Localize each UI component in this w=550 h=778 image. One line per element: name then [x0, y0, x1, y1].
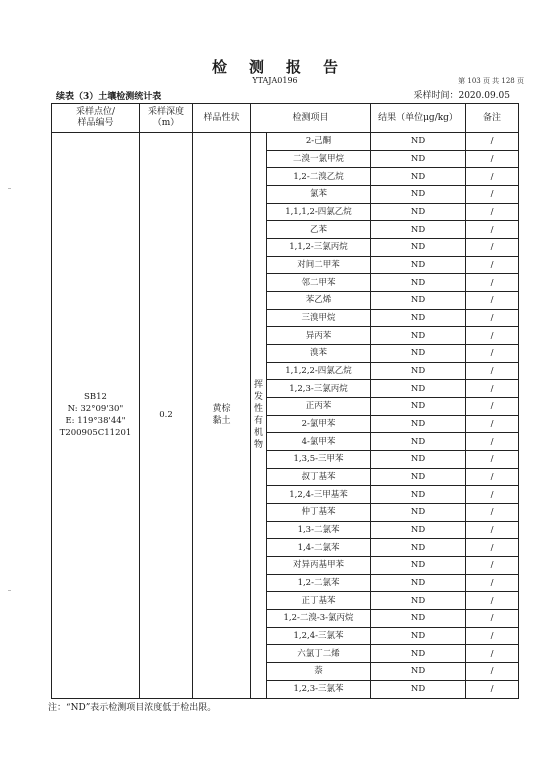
sampling-time: 采样时间：2020.09.05	[413, 91, 510, 101]
test-result: ND	[371, 486, 466, 504]
test-result: ND	[371, 274, 466, 292]
test-result: ND	[371, 150, 466, 168]
header-result: 结果（单位μg/kg）	[371, 104, 466, 133]
test-remark: /	[466, 362, 519, 380]
test-item: 1,2-二氯苯	[267, 574, 371, 592]
sample-id: T200905C11201	[59, 428, 132, 439]
test-result: ND	[371, 645, 466, 663]
test-item: 1,3-二氯苯	[267, 521, 371, 539]
header-remark: 备注	[466, 104, 519, 133]
test-remark: /	[466, 663, 519, 681]
test-result: ND	[371, 221, 466, 239]
test-result: ND	[371, 521, 466, 539]
header-item: 检测项目	[251, 104, 371, 133]
test-result: ND	[371, 680, 466, 698]
test-result: ND	[371, 133, 466, 151]
test-item: 1,2,3-三氯苯	[267, 680, 371, 698]
test-item: 对间二甲苯	[267, 256, 371, 274]
test-remark: /	[466, 168, 519, 186]
test-item: 正丙苯	[267, 398, 371, 416]
test-result: ND	[371, 468, 466, 486]
test-result: ND	[371, 309, 466, 327]
test-remark: /	[466, 398, 519, 416]
test-item: 4-氯甲苯	[267, 433, 371, 451]
test-result: ND	[371, 592, 466, 610]
test-result: ND	[371, 256, 466, 274]
test-remark: /	[466, 610, 519, 628]
test-item: 1,2,4-三甲基苯	[267, 486, 371, 504]
test-item: 二溴一氯甲烷	[267, 150, 371, 168]
test-result: ND	[371, 362, 466, 380]
test-item: 正丁基苯	[267, 592, 371, 610]
table-caption: 续表（3）土壤检测统计表	[56, 92, 162, 102]
test-remark: /	[466, 433, 519, 451]
test-remark: /	[466, 292, 519, 310]
test-remark: /	[466, 256, 519, 274]
header-property: 样品性状	[193, 104, 251, 133]
test-item: 异丙苯	[267, 327, 371, 345]
sample-point: SB12	[84, 392, 107, 403]
test-item: 1,1,1,2-四氯乙烷	[267, 203, 371, 221]
test-item: 六氯丁二烯	[267, 645, 371, 663]
header-row	[52, 104, 519, 133]
report-code: YTAJA0196	[252, 76, 298, 85]
table-row	[52, 133, 519, 151]
test-item: 苯乙烯	[267, 292, 371, 310]
test-item: 三溴甲烷	[267, 309, 371, 327]
header-location: 采样点位/ 样品编号	[52, 104, 140, 133]
test-result: ND	[371, 345, 466, 363]
sample-longitude: E: 119°38'44"	[65, 416, 126, 427]
test-result: ND	[371, 663, 466, 681]
test-remark: /	[466, 221, 519, 239]
test-remark: /	[466, 345, 519, 363]
test-item: 对异丙基甲苯	[267, 557, 371, 575]
sample-property: 黄棕 黏土	[193, 133, 251, 699]
test-remark: /	[466, 486, 519, 504]
test-remark: /	[466, 274, 519, 292]
test-item: 仲丁基苯	[267, 504, 371, 522]
test-result: ND	[371, 292, 466, 310]
test-remark: /	[466, 186, 519, 204]
test-remark: /	[466, 133, 519, 151]
test-remark: /	[466, 239, 519, 257]
test-remark: /	[466, 521, 519, 539]
test-item: 1,1,2-三氯丙烷	[267, 239, 371, 257]
footnote: 注：“ND”表示检测项目浓度低于检出限。	[48, 703, 217, 713]
test-remark: /	[466, 557, 519, 575]
test-result: ND	[371, 380, 466, 398]
test-remark: /	[466, 539, 519, 557]
test-item: 邻二甲苯	[267, 274, 371, 292]
test-result: ND	[371, 398, 466, 416]
test-remark: /	[466, 592, 519, 610]
test-result: ND	[371, 504, 466, 522]
test-result: ND	[371, 203, 466, 221]
test-result: ND	[371, 186, 466, 204]
test-item: 2-己酮	[267, 133, 371, 151]
test-result: ND	[371, 451, 466, 469]
page-number: 第 103 页 共 128 页	[458, 77, 524, 85]
test-remark: /	[466, 203, 519, 221]
test-item: 1,4-二氯苯	[267, 539, 371, 557]
header-depth: 采样深度 （m）	[140, 104, 193, 133]
test-item: 氯苯	[267, 186, 371, 204]
test-item: 1,2,3-三氯丙烷	[267, 380, 371, 398]
scan-mark	[8, 590, 11, 591]
test-item: 1,2-二溴-3-氯丙烷	[267, 610, 371, 628]
test-remark: /	[466, 574, 519, 592]
test-remark: /	[466, 150, 519, 168]
sample-location-cell	[52, 133, 140, 699]
test-item: 1,2,4-三氯苯	[267, 627, 371, 645]
test-result: ND	[371, 433, 466, 451]
test-remark: /	[466, 504, 519, 522]
test-remark: /	[466, 415, 519, 433]
test-result: ND	[371, 627, 466, 645]
test-result: ND	[371, 239, 466, 257]
test-result: ND	[371, 557, 466, 575]
test-result: ND	[371, 574, 466, 592]
test-remark: /	[466, 380, 519, 398]
test-result: ND	[371, 610, 466, 628]
test-remark: /	[466, 468, 519, 486]
test-item: 1,3,5-三甲苯	[267, 451, 371, 469]
test-remark: /	[466, 627, 519, 645]
test-item: 叔丁基苯	[267, 468, 371, 486]
test-result: ND	[371, 168, 466, 186]
report-title: 检测报告	[211, 58, 360, 76]
test-item: 1,2-二溴乙烷	[267, 168, 371, 186]
scan-mark	[8, 188, 11, 189]
test-item: 乙苯	[267, 221, 371, 239]
test-result: ND	[371, 327, 466, 345]
test-remark: /	[466, 645, 519, 663]
category-label: 挥 发 性 有 机 物	[251, 133, 267, 699]
test-remark: /	[466, 309, 519, 327]
sample-latitude: N: 32°09'30"	[67, 404, 124, 415]
test-result: ND	[371, 415, 466, 433]
test-result: ND	[371, 539, 466, 557]
test-item: 溴苯	[267, 345, 371, 363]
test-remark: /	[466, 327, 519, 345]
test-remark: /	[466, 680, 519, 698]
test-item: 萘	[267, 663, 371, 681]
test-item: 1,1,2,2-四氯乙烷	[267, 362, 371, 380]
test-item: 2-氯甲苯	[267, 415, 371, 433]
soil-test-table	[51, 103, 519, 699]
test-remark: /	[466, 451, 519, 469]
sample-depth: 0.2	[140, 133, 193, 699]
